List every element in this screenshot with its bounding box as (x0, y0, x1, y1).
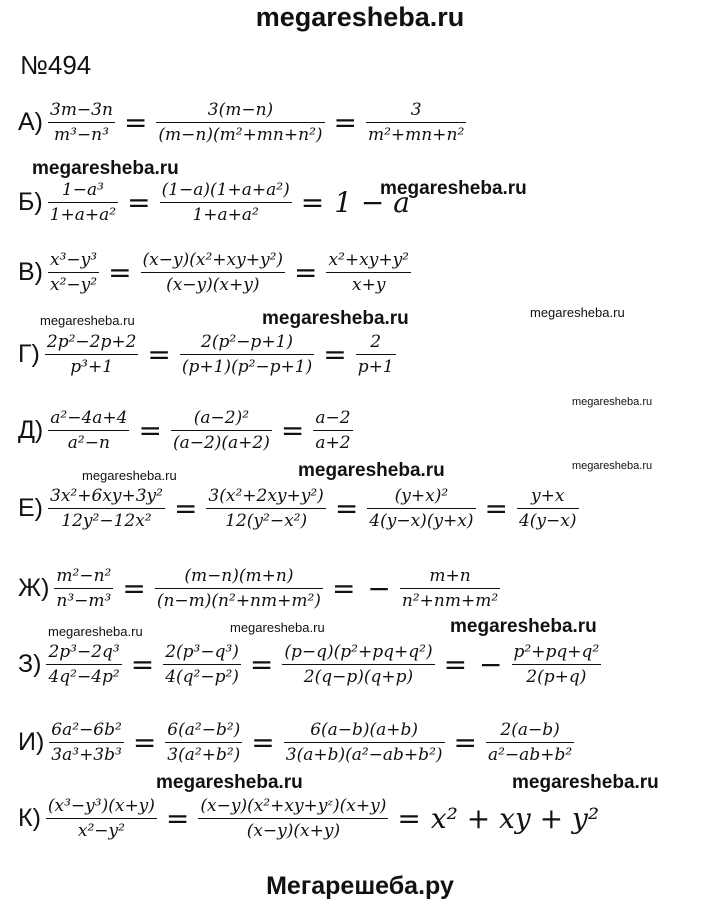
numerator: m²−n² (56, 566, 112, 586)
denominator: 12(y²−x²) (206, 508, 325, 531)
equals-sign: = (331, 572, 356, 605)
numerator: (y+x)² (394, 486, 449, 506)
numerator: 2p³−2q³ (48, 642, 120, 662)
numerator: 3m−3n (50, 100, 113, 120)
fraction (313, 408, 352, 453)
equals-sign: = (173, 492, 198, 525)
equals-sign: = (484, 492, 508, 525)
equals-sign: = (323, 338, 347, 371)
row-label: К) (18, 804, 41, 832)
fraction (198, 796, 388, 841)
fraction (512, 642, 602, 687)
denominator: n²+nm+m² (400, 588, 500, 611)
fraction (366, 100, 466, 145)
fraction (284, 720, 445, 765)
watermark: megaresheba.ru (32, 158, 179, 179)
watermark: megaresheba.ru (4, 2, 85, 14)
row-label: Б) (18, 188, 43, 216)
equation-row-v (18, 250, 414, 295)
denominator: (p+1)(p²−p+1) (180, 354, 314, 377)
denominator: 3(a²+b²) (165, 742, 242, 765)
fraction (367, 486, 475, 531)
numerator: y+x (531, 486, 565, 506)
row-label: Г) (18, 340, 40, 368)
watermark: megaresheba.ru (48, 624, 143, 639)
numerator: 2 (370, 332, 382, 352)
numerator: x³−y³ (50, 250, 98, 270)
numerator: 2(p²−p+1) (201, 332, 294, 352)
numerator: (x−y)(x²+xy+yᶻ)(x+y) (200, 796, 387, 816)
denominator: p³+1 (45, 354, 139, 377)
fraction (282, 642, 434, 687)
minus-sign: − (479, 648, 503, 681)
fraction (49, 720, 124, 765)
numerator: m+n (429, 566, 471, 586)
equals-sign: = (123, 106, 148, 139)
site-footer: Мегарешеба.ру (266, 872, 454, 900)
denominator: 3(a+b)(a²−ab+b²) (284, 742, 445, 765)
watermark: megaresheba.ru (572, 460, 653, 472)
fraction (156, 100, 324, 145)
row-label: Д) (18, 416, 44, 444)
equals-sign: = (300, 186, 325, 219)
equation-row-k (18, 796, 599, 841)
fraction (160, 180, 292, 225)
fraction (46, 642, 121, 687)
equals-sign: = (251, 726, 275, 759)
fraction (46, 796, 157, 841)
fraction (48, 180, 118, 225)
equals-sign: = (108, 256, 132, 289)
denominator: (n−m)(n²+nm+m²) (155, 588, 323, 611)
equation-row-b (18, 180, 410, 225)
numerator: (m−n)(m+n) (184, 566, 294, 586)
site-header: megaresheba.ru (255, 2, 465, 32)
watermark: megaresheba.ru (298, 460, 445, 481)
numerator: 1−a³ (61, 180, 104, 200)
numerator: 3(x²+2xy+y²) (208, 486, 324, 506)
fraction (165, 720, 242, 765)
denominator: m³−n³ (48, 122, 115, 145)
row-label: И) (18, 728, 45, 756)
equals-sign: = (443, 648, 468, 681)
denominator: x+y (326, 272, 411, 295)
equals-sign: = (132, 726, 157, 759)
equation-row-z (18, 642, 604, 687)
numerator: 3(m−n) (207, 100, 274, 120)
fraction (54, 566, 113, 611)
watermark: megaresheba.ru (82, 468, 177, 483)
problem-number: №494 (20, 50, 92, 80)
equals-sign: = (280, 414, 305, 447)
denominator: (x−y)(x+y) (198, 818, 388, 841)
numerator: (x−y)(x²+xy+y²) (142, 250, 284, 270)
numerator: 2(a−b) (500, 720, 560, 740)
watermark: megaresheba.ru (156, 772, 303, 793)
denominator: (m−n)(m²+mn+n²) (156, 122, 324, 145)
equals-sign: = (122, 572, 146, 605)
numerator: x²+xy+y² (328, 250, 409, 270)
row-label: Е) (18, 494, 43, 522)
fraction (163, 642, 241, 687)
numerator: (p−q)(p²+pq+q²) (284, 642, 433, 662)
equals-sign: = (165, 802, 190, 835)
equation-row-g (18, 332, 399, 377)
numerator: 2p²−2p+2 (46, 332, 137, 352)
denominator: 4(q²−p²) (163, 664, 241, 687)
equals-sign: = (333, 106, 357, 139)
fraction (486, 720, 574, 765)
row-label: Ж) (18, 574, 50, 602)
denominator: 2(p+q) (512, 664, 602, 687)
minus-sign: − (367, 572, 391, 605)
watermark: megaresheba.ru (512, 772, 659, 793)
equation-row-e (18, 486, 582, 531)
watermark: megaresheba.ru (450, 616, 597, 637)
fraction (356, 332, 396, 377)
numerator: 3x²+6xy+3y² (50, 486, 163, 506)
row-label: А) (18, 108, 43, 136)
fraction (48, 408, 129, 453)
numerator: 3 (410, 100, 422, 120)
denominator: 4q²−4p² (46, 664, 121, 687)
fraction (517, 486, 579, 531)
fraction (326, 250, 411, 295)
denominator: 12y²−12x² (48, 508, 165, 531)
equation-row-i (18, 720, 577, 765)
denominator: a²−n (48, 430, 129, 453)
equation-row-d (18, 408, 356, 453)
numerator: p²+pq+q² (513, 642, 600, 662)
numerator: 6a²−6b² (51, 720, 122, 740)
equals-sign: = (453, 726, 477, 759)
denominator: a²−ab+b² (486, 742, 574, 765)
denominator: 4(y−x)(y+x) (367, 508, 475, 531)
fraction (141, 250, 285, 295)
equals-sign: = (294, 256, 318, 289)
equals-sign: = (138, 414, 162, 447)
watermark: megaresheba.ru (530, 305, 625, 320)
numerator: (x³−y³)(x+y) (47, 796, 155, 816)
numerator: 2(p³−q³) (165, 642, 239, 662)
fraction (206, 486, 325, 531)
fraction (171, 408, 272, 453)
equation-row-a (18, 100, 469, 145)
denominator: x²−y² (48, 272, 99, 295)
result: 1 − a (334, 186, 410, 219)
denominator: 4(y−x) (517, 508, 579, 531)
equals-sign: = (130, 648, 155, 681)
denominator: 1+a+a² (160, 202, 292, 225)
result: x² + xy + y² (430, 802, 600, 835)
denominator: a+2 (313, 430, 352, 453)
equals-sign: = (334, 492, 359, 525)
numerator: (a−2)² (193, 408, 250, 428)
fraction (48, 250, 99, 295)
row-label: З) (18, 650, 42, 678)
equation-row-zh (18, 566, 503, 611)
fraction (180, 332, 314, 377)
equals-sign: = (397, 802, 421, 835)
fraction (45, 332, 139, 377)
watermark: megaresheba.ru (230, 620, 325, 635)
denominator: (a−2)(a+2) (171, 430, 272, 453)
denominator: x²−y² (46, 818, 157, 841)
watermark: megaresheba.ru (572, 396, 653, 408)
denominator: 2(q−p)(q+p) (282, 664, 434, 687)
denominator: 1+a+a² (48, 202, 118, 225)
watermark: megaresheba.ru (262, 308, 409, 329)
numerator: (1−a)(1+a+a²) (161, 180, 290, 200)
row-label: В) (18, 258, 43, 286)
equals-sign: = (147, 338, 171, 371)
fraction (155, 566, 323, 611)
denominator: p+1 (356, 354, 396, 377)
fraction (48, 486, 165, 531)
fraction (48, 100, 115, 145)
numerator: 6(a−b)(a+b) (310, 720, 419, 740)
denominator: n³−m³ (54, 588, 113, 611)
fraction (400, 566, 500, 611)
denominator: m²+mn+n² (366, 122, 466, 145)
numerator: 6(a²−b²) (167, 720, 241, 740)
numerator: a−2 (315, 408, 351, 428)
denominator: 3a³+3b³ (49, 742, 124, 765)
equals-sign: = (127, 186, 151, 219)
denominator: (x−y)(x+y) (141, 272, 285, 295)
watermark: megaresheba.ru (380, 178, 527, 199)
equals-sign: = (249, 648, 274, 681)
watermark: megaresheba.ru (40, 313, 135, 328)
numerator: a²−4a+4 (50, 408, 128, 428)
